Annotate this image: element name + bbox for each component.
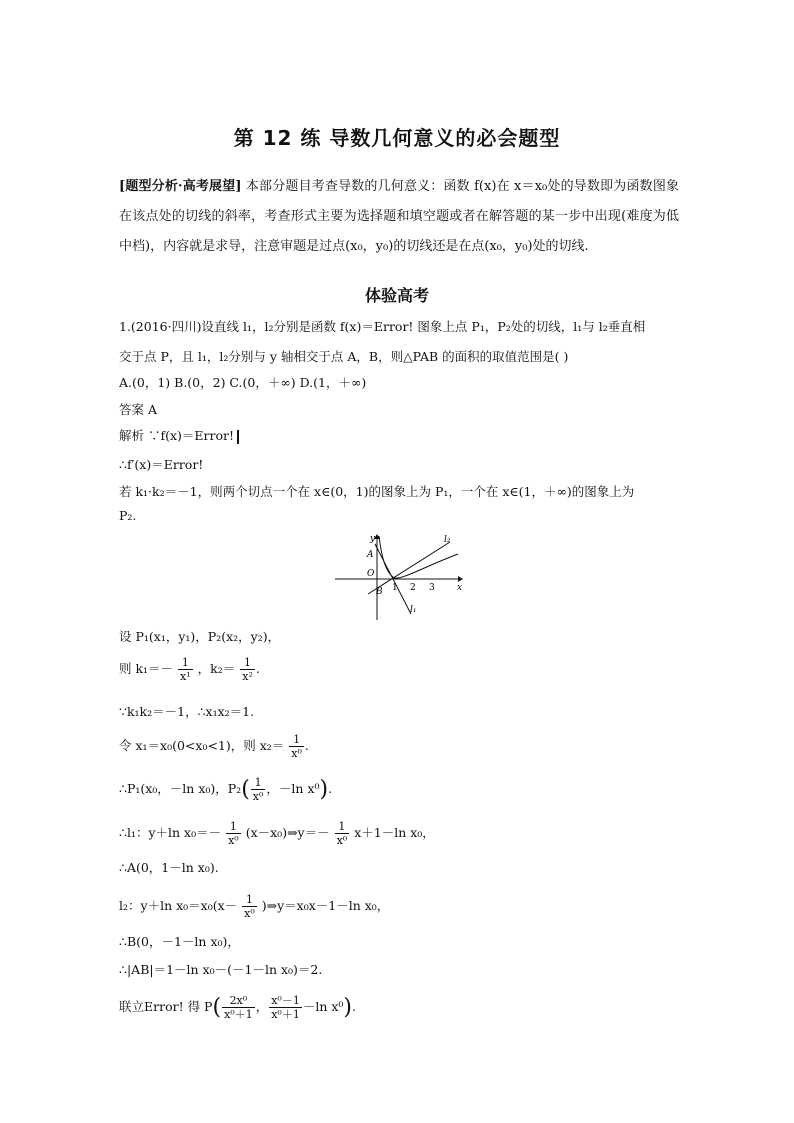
m11-text-b: －ln x⁰ — [302, 999, 344, 1014]
solution-line-2: 则 k₁＝－ $\frac{1}{\text{x¹}}$ ，k₂＝ $\frac{1}{\text{x²}}$ . — [119, 656, 260, 683]
question-line-2: 交于点 P，且 l₁，l₂分别与 y 轴相交于点 A，B，则△PAB 的面积的取值范围是( ) — [119, 349, 569, 364]
fraction-denominator: x⁰ — [244, 907, 255, 920]
m2-text-b: ，k₂＝ — [197, 661, 236, 676]
solution-line-3: ∵k₁k₂＝－1，∴x₁x₂＝1. — [119, 704, 255, 719]
label-l2: l₂ — [444, 535, 451, 545]
solution-derivative: ∴f′(x)＝Error! — [119, 457, 204, 472]
fraction-denominator: x⁰ — [291, 747, 302, 760]
m6-text-a: ∴l₁：y＋ln x₀＝－ — [119, 825, 222, 840]
tick-1: 1 — [392, 583, 398, 593]
label-O: O — [367, 569, 375, 579]
intro-text: 本部分题目考查导数的几何意义：函数 f(x)在 x＝x₀处的导数即为函数图象在该点处的切线的斜率，考查形式主要为选择题和填空题或者在解答题的某一步中出现(难度为低中档)，内容就是求导，注意审题是过点(x₀，y₀)的切线还是在点(x₀，y₀)处的切线. — [119, 179, 679, 254]
m6-text-c: x＋1－ln x₀， — [354, 825, 435, 840]
fraction-slope-2 — [335, 820, 350, 847]
solution-intro-text: 解析 ∵f(x)＝Error! — [119, 428, 235, 443]
solution-line-6 — [119, 820, 435, 847]
fraction-numerator: x⁰－1 — [271, 994, 300, 1007]
m5-text-b: ，－ln x⁰ — [266, 781, 320, 796]
fraction-numerator: 1 — [226, 820, 241, 834]
tick-3: 3 — [429, 583, 435, 593]
tick-2: 2 — [410, 583, 416, 593]
fraction-p-x — [222, 994, 255, 1021]
solution-line-1: 设 P₁(x₁，y₁)，P₂(x₂，y₂)， — [119, 629, 281, 644]
fraction-slope-1 — [226, 820, 241, 847]
intro-paragraph — [119, 172, 679, 262]
text-cursor — [237, 430, 239, 444]
fraction-k2 — [240, 656, 255, 683]
fraction-p-y — [269, 994, 302, 1021]
fraction-numerator: 1 — [335, 820, 350, 834]
fraction-p2-x — [251, 776, 266, 803]
solution-condition-1: 若 k₁·k₂＝－1，则两个切点一个在 x∈(0，1)的图象上为 P₁，一个在 x∈(1，＋∞)的图象上为 — [119, 484, 635, 499]
m8-text-b: )⇒y＝x₀x－1－ln x₀， — [261, 898, 390, 913]
m5-text-a: ∴P₁(x₀，－ln x₀)，P₂ — [119, 781, 242, 796]
m8-text-a: l₂：y＋ln x₀＝x₀(x－ — [119, 898, 238, 913]
solution-line-7: ∴A(0，1－ln x₀). — [119, 860, 219, 875]
m2-text-a: 则 k₁＝－ — [119, 661, 174, 676]
fraction-numerator: 1 — [251, 776, 266, 790]
fraction-numerator: 1 — [178, 656, 193, 670]
fraction-k1 — [178, 656, 193, 683]
solution-line-9: ∴B(0，－1－ln x₀)， — [119, 934, 240, 949]
question-line-1: 1.(2016·四川)设直线 l₁，l₂分别是函数 f(x)＝Error! 图象上点 P₁，P₂处的切线，l₁与 l₂垂直相 — [119, 319, 646, 334]
intro-label: [题型分析·高考展望] — [119, 179, 242, 194]
fraction-denominator: x⁰ — [336, 834, 348, 847]
fraction-x2 — [289, 733, 304, 760]
page-title: 第 12 练 导数几何意义的必会题型 — [233, 126, 561, 150]
fraction-numerator: 1 — [242, 893, 257, 907]
m11-text-a: 联立Error! 得 P — [119, 999, 213, 1014]
fraction-numerator: 1 — [289, 733, 304, 747]
fraction-numerator: 2x⁰ — [222, 994, 255, 1008]
solution-intro — [119, 426, 239, 444]
fraction-denominator: x² — [242, 670, 253, 683]
solution-line-5: ∴P₁(x₀，－ln x₀)，P₂( $\frac{1}{\text{x⁰}}$ ，－ln x⁰). — [119, 776, 333, 803]
label-l1: l₁ — [410, 605, 417, 615]
solution-line-4: 令 x₁＝x₀(0<x₀<1)，则 x₂＝ $\frac{1}{\text{x⁰}}$ . — [119, 733, 309, 760]
answer-line: 答案 A — [119, 402, 158, 417]
fraction-l2 — [242, 893, 257, 920]
fraction-denominator: x⁰＋1 — [271, 1008, 300, 1021]
solution-condition-2: P₂. — [119, 508, 137, 523]
m4-text-a: 令 x₁＝x₀(0<x₀<1)，则 x₂＝ — [119, 738, 285, 753]
solution-line-10: ∴|AB|＝1－ln x₀－(－1－ln x₀)＝2. — [119, 962, 323, 977]
fraction-denominator: x⁰＋1 — [224, 1008, 253, 1021]
x-axis-arrow — [458, 576, 463, 582]
fraction-denominator: x¹ — [180, 670, 191, 683]
label-y: y — [370, 534, 376, 544]
label-B: B — [376, 587, 383, 597]
solution-line-11: 联立Error! 得 P( $\frac{\text{2x⁰}}{\text{x⁰＋1}}$ ， $\frac{\text{x⁰－1}}{\text{x⁰＋1}}$ －ln x⁰). — [119, 994, 356, 1021]
fraction-numerator: 1 — [240, 656, 255, 670]
question-choices: A.(0，1) B.(0，2) C.(0，＋∞) D.(1，＋∞) — [119, 375, 367, 390]
function-graph-figure — [330, 532, 465, 622]
section-heading: 体验高考 — [364, 286, 429, 305]
label-x: x — [457, 583, 463, 593]
m6-text-b: (x－x₀)⇒y＝－ — [245, 825, 330, 840]
label-A: A — [367, 550, 374, 560]
fraction-denominator: x⁰ — [252, 790, 264, 803]
fraction-denominator: x⁰ — [228, 834, 239, 847]
solution-line-8 — [119, 893, 389, 920]
